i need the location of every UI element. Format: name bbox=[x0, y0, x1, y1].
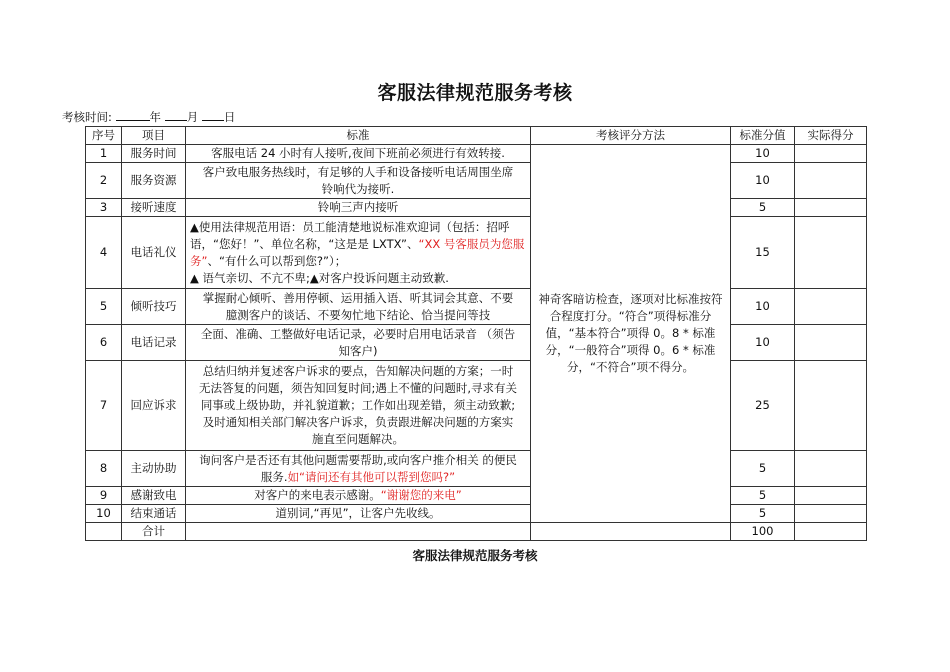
actual-score-cell[interactable] bbox=[795, 487, 867, 505]
table-row bbox=[86, 325, 867, 361]
standard-line: 及时通知相关部门解决客户诉求，负责跟进解决问题的方案实 bbox=[202, 415, 514, 429]
standard-line: 道别词,“再见”，让客户先收线。 bbox=[275, 506, 441, 520]
year-label: 年 bbox=[149, 110, 162, 124]
footer-title: 客服法律规范服务考核 bbox=[412, 548, 538, 563]
row-no: 3 bbox=[86, 199, 122, 217]
row-no: 9 bbox=[86, 487, 122, 505]
total-method-cell bbox=[531, 523, 731, 541]
header-standard: 标准 bbox=[186, 127, 531, 145]
row-no: 5 bbox=[86, 289, 122, 325]
actual-score-cell[interactable] bbox=[795, 163, 867, 199]
total-score: 100 bbox=[731, 523, 795, 541]
actual-score-cell[interactable] bbox=[795, 199, 867, 217]
standard-line: 铃响代为接听. bbox=[321, 181, 395, 196]
day-blank[interactable] bbox=[202, 109, 224, 121]
total-actual-score-cell[interactable] bbox=[795, 523, 867, 541]
standard-line: 知客户) bbox=[338, 343, 378, 358]
total-no-cell bbox=[86, 523, 122, 541]
row-no: 2 bbox=[86, 163, 122, 199]
row-item: 结束通话 bbox=[122, 505, 186, 523]
row-score: 10 bbox=[731, 289, 795, 325]
date-label: 考核时间: bbox=[62, 110, 112, 124]
row-standard bbox=[186, 145, 531, 163]
header-item: 项目 bbox=[122, 127, 186, 145]
standard-text: 、“有什么可以帮到您?”）； bbox=[207, 253, 347, 268]
table-row bbox=[86, 505, 867, 523]
standard-text: 服务. bbox=[260, 469, 288, 484]
year-blank[interactable] bbox=[116, 109, 150, 121]
actual-score-cell[interactable] bbox=[795, 217, 867, 289]
row-standard bbox=[186, 217, 531, 289]
row-standard bbox=[186, 505, 531, 523]
header-standard-score: 标准分值 bbox=[731, 127, 795, 145]
row-score: 15 bbox=[731, 217, 795, 289]
header-method: 考核评分方法 bbox=[531, 127, 731, 145]
standard-line: 同事或上级协助，并礼貌道歉；工作如出现差错，须主动致歉; bbox=[200, 398, 516, 412]
row-no: 8 bbox=[86, 451, 122, 487]
month-label: 月 bbox=[186, 110, 199, 124]
table-row bbox=[86, 199, 867, 217]
actual-score-cell[interactable] bbox=[795, 451, 867, 487]
row-score: 10 bbox=[731, 163, 795, 199]
actual-score-cell[interactable] bbox=[795, 289, 867, 325]
standard-text: ▲使用法律规范用语：员工能清楚地说标准欢迎词（包括：招呼语，“您好！”、单位名称，“这是是 LXTX”、 bbox=[190, 219, 510, 251]
standard-line: 掌握耐心倾听、善用停顿、运用插入语、听其词会其意、不要 bbox=[202, 290, 514, 305]
row-standard bbox=[186, 199, 531, 217]
actual-score-cell[interactable] bbox=[795, 145, 867, 163]
row-standard bbox=[186, 487, 531, 505]
row-standard bbox=[186, 325, 531, 361]
table-row bbox=[86, 163, 867, 199]
row-item: 倾听技巧 bbox=[122, 289, 186, 325]
row-no: 10 bbox=[86, 505, 122, 523]
assessment-table bbox=[85, 126, 867, 541]
standard-line: 无法答复的问题，须告知回复时间;遇上不懂的问题时,寻求有关 bbox=[198, 381, 518, 395]
row-score: 10 bbox=[731, 145, 795, 163]
row-item: 电话记录 bbox=[122, 325, 186, 361]
assessment-date-line bbox=[62, 109, 235, 125]
header-no: 序号 bbox=[86, 127, 122, 145]
row-standard bbox=[186, 289, 531, 325]
row-item: 主动协助 bbox=[122, 451, 186, 487]
month-blank[interactable] bbox=[165, 109, 187, 121]
row-standard bbox=[186, 451, 531, 487]
standard-highlight: 如“请问还有其他可以帮到您吗?” bbox=[287, 469, 456, 484]
standard-line: 客服电话 24 小时有人接听,夜间下班前必须进行有效转接. bbox=[211, 146, 505, 160]
table-row bbox=[86, 361, 867, 451]
row-item: 感谢致电 bbox=[122, 487, 186, 505]
actual-score-cell[interactable] bbox=[795, 325, 867, 361]
table-row bbox=[86, 487, 867, 505]
row-item: 电话礼仪 bbox=[122, 217, 186, 289]
row-no: 4 bbox=[86, 217, 122, 289]
row-score: 5 bbox=[731, 487, 795, 505]
row-score: 5 bbox=[731, 451, 795, 487]
scoring-method: 神奇客暗访检查，逐项对比标准按符合程度打分。“符合”项得标准分值，“基本符合”项得 0。8 * 标准分，“一般符合”项得 0。6 * 标准分，“不符合”项不得分。 bbox=[531, 145, 731, 523]
row-score: 25 bbox=[731, 361, 795, 451]
total-label: 合计 bbox=[122, 523, 186, 541]
row-item: 服务资源 bbox=[122, 163, 186, 199]
total-standard-cell bbox=[186, 523, 531, 541]
standard-text: 对客户的来电表示感谢。 bbox=[254, 488, 381, 502]
standard-line: 客户致电服务热线时，有足够的人手和设备接听电话周围坐席 bbox=[202, 164, 514, 179]
standard-line: 臆测客户的谈话、不要匆忙地下结论、恰当提问等技 bbox=[225, 307, 491, 322]
table-row bbox=[86, 217, 867, 289]
row-item: 接听速度 bbox=[122, 199, 186, 217]
header-actual-score: 实际得分 bbox=[795, 127, 867, 145]
table-row bbox=[86, 145, 867, 163]
row-standard bbox=[186, 163, 531, 199]
row-score: 5 bbox=[731, 199, 795, 217]
table-row bbox=[86, 451, 867, 487]
row-standard bbox=[186, 361, 531, 451]
standard-line: 铃响三声内接听 bbox=[317, 200, 399, 214]
table-row bbox=[86, 289, 867, 325]
standard-highlight: “XX 号客服员为您服务” bbox=[190, 236, 525, 268]
row-item: 回应诉求 bbox=[122, 361, 186, 451]
day-label: 日 bbox=[223, 110, 236, 124]
actual-score-cell[interactable] bbox=[795, 361, 867, 451]
row-score: 10 bbox=[731, 325, 795, 361]
total-row bbox=[86, 523, 867, 541]
actual-score-cell[interactable] bbox=[795, 505, 867, 523]
standard-text: 询问客户是否还有其他问题需要帮助,或向客户推介相关 的便民 bbox=[199, 452, 517, 467]
standard-text: ▲ 语气亲切、不亢不卑;▲对客户投诉问题主动致歉. bbox=[190, 270, 449, 285]
row-no: 6 bbox=[86, 325, 122, 361]
row-no: 7 bbox=[86, 361, 122, 451]
standard-line: 总结归纳并复述客户诉求的要点，告知解决问题的方案；一时 bbox=[202, 364, 514, 378]
row-no: 1 bbox=[86, 145, 122, 163]
standard-line: 全面、准确、工整做好电话记录，必要时启用电话录音 （须告 bbox=[200, 326, 516, 341]
table-header-row bbox=[86, 127, 867, 145]
row-item: 服务时间 bbox=[122, 145, 186, 163]
standard-line: 施直至问题解决。 bbox=[312, 432, 404, 446]
row-score: 5 bbox=[731, 505, 795, 523]
standard-highlight: “谢谢您的来电” bbox=[380, 488, 462, 502]
page-title: 客服法律规范服务考核 bbox=[377, 82, 573, 104]
